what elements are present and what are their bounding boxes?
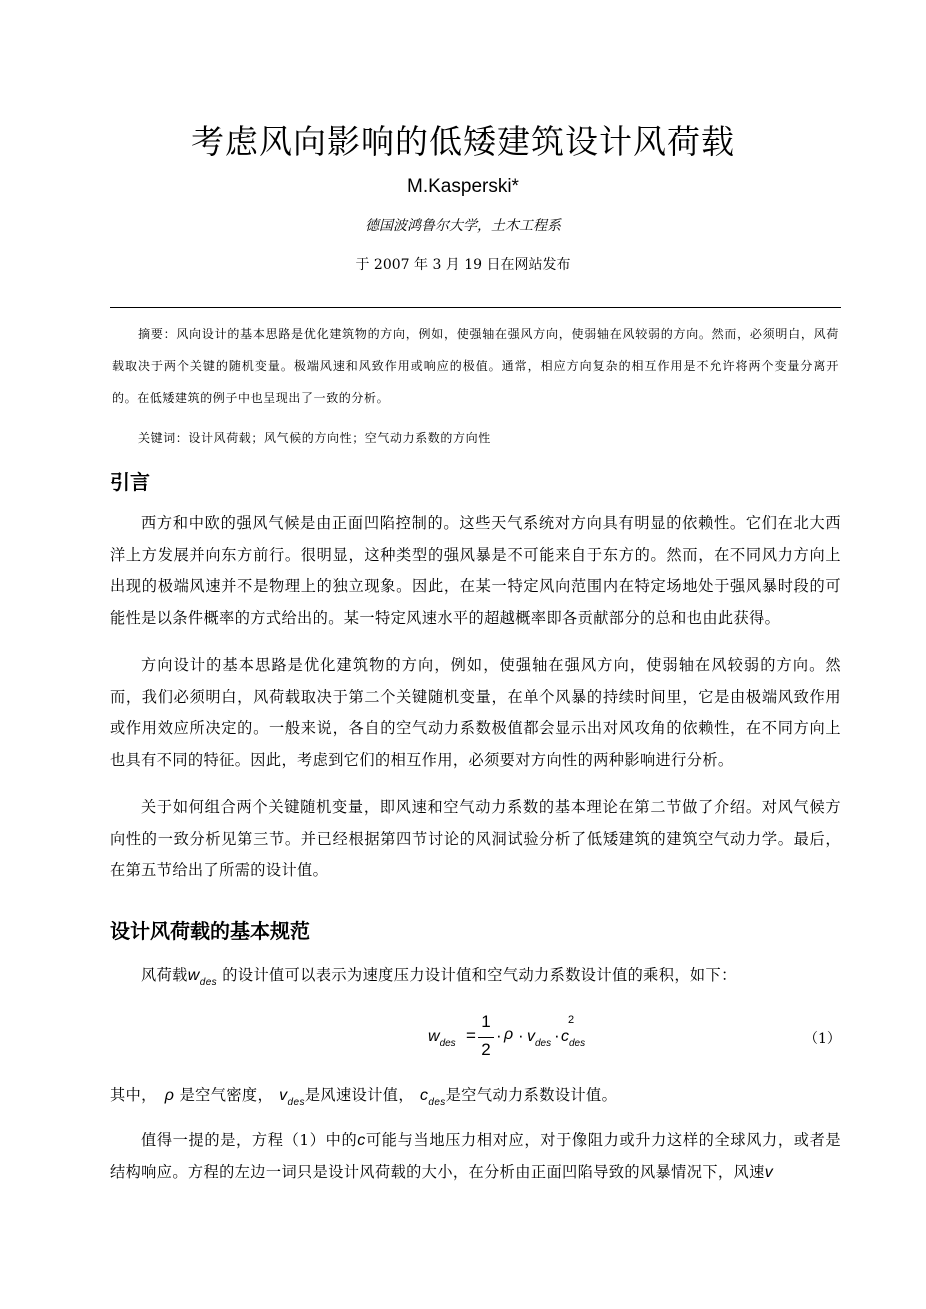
eq-fraction-bar: [478, 1037, 494, 1038]
eq-v-symbol: v: [527, 1028, 535, 1045]
spec-paragraph-2: [110, 1125, 841, 1188]
eq-c-subscript: des: [569, 1038, 586, 1049]
author-name: M.Kasperski*: [407, 176, 519, 197]
where-v-subscript: des: [287, 1097, 305, 1108]
author-affiliation: 德国波鸿鲁尔大学，土木工程系: [365, 218, 561, 234]
symbol-w: w: [187, 967, 200, 984]
keywords: [138, 426, 491, 450]
eq-v-term: [527, 1026, 551, 1049]
last-v-symbol: v: [764, 1163, 774, 1181]
intro-paragraph-3: 关于如何组合两个关键随机变量，即风速和空气动力系数的基本理论在第二节做了介绍。对风气候方向性的一致分析见第三节。并已经根据第四节讨论的风洞试验分析了低矮建筑的建筑空气动力学。最后，在第五节给出了所需的设计值。: [110, 798, 841, 879]
eq-dot-1: ·: [496, 1026, 502, 1045]
equation-number: （1）: [804, 1031, 841, 1047]
keywords-label: 关键词：: [138, 431, 189, 445]
spec-text-a: 风荷载: [141, 966, 188, 984]
where-v: v: [279, 1087, 288, 1104]
abstract-text: 风向设计的基本思路是优化建筑物的方向，例如，使强轴在强风方向，使弱轴在风较弱的方向。然而，必须明白，风荷载取决于两个关键的随机变量。极端风速和风致作用或响应的极值。通常，相应方向复杂的相互作用是不允许将两个变量分离开的。在低矮建筑的例子中也呈现出了一致的分析。: [112, 327, 839, 405]
abstract-label: 摘要：: [138, 327, 177, 341]
eq-lhs: [428, 1026, 456, 1049]
eq-dot-3: ·: [554, 1026, 560, 1045]
eq-c-symbol: c: [561, 1028, 569, 1045]
where-text-c: 是风速设计值，: [304, 1086, 414, 1104]
eq-dot-2: ·: [518, 1026, 524, 1045]
eq-v-subscript: des: [535, 1038, 552, 1049]
spec-text-b: 的设计值可以表示为速度压力设计值和空气动力系数设计值的乘积，如下：: [217, 966, 737, 984]
eq-lhs-subscript: des: [439, 1038, 456, 1049]
eq-rho: ρ: [504, 1026, 514, 1043]
publication-date: 于 2007 年 3 月 19 日在网站发布: [355, 257, 571, 273]
where-c: c: [419, 1087, 429, 1104]
intro-paragraph-2: 方向设计的基本思路是优化建筑物的方向，例如，使强轴在强风方向，使弱轴在风较弱的方向。然而，我们必须明白，风荷载取决于第二个关键随机变量，在单个风暴的持续时间里，它是由极端风致作用或作用效应所决定的。一般来说，各自的空气动力系数极值都会显示出对风攻角的依赖性，在不同方向上也具有不同的特征。因此，考虑到它们的相互作用，必须要对方向性的两种影响进行分析。: [110, 656, 841, 769]
header-divider: [110, 307, 841, 308]
where-c-subscript: des: [428, 1097, 446, 1108]
spec-paragraph-1: [110, 960, 841, 999]
last-text-a: 值得一提的是，方程（1）中的: [141, 1131, 358, 1149]
section-heading-spec: 设计风荷载的基本规范: [110, 919, 310, 943]
keywords-text: 设计风荷载；风气候的方向性；空气动力系数的方向性: [188, 431, 491, 445]
eq-numerator: 1: [481, 1012, 491, 1031]
where-rho: ρ: [164, 1087, 175, 1104]
intro-paragraph-1: 西方和中欧的强风气候是由正面凹陷控制的。这些天气系统对方向具有明显的依赖性。它们在北大西洋上方发展并向东方前行。很明显，这种类型的强风暴是不可能来自于东方的。然而，在不同风力方向上出现的极端风速并不是物理上的独立现象。因此，在某一特定风向范围内在特定场地处于强风暴时段的可能性是以条件概率的方式给出的。某一特定风速水平的超越概率即各贡献部分的总和也由此获得。: [110, 514, 841, 627]
symbol-w-subscript: des: [199, 977, 218, 988]
where-text-b: 是空气密度，: [174, 1086, 274, 1104]
abstract: [112, 318, 839, 414]
where-text-a: 其中，: [110, 1086, 157, 1104]
symbol-definitions: [110, 1080, 841, 1119]
eq-c-term: [561, 1026, 585, 1049]
section-heading-intro: 引言: [110, 470, 150, 494]
last-c-symbol: c: [357, 1132, 366, 1149]
where-text-end: 是空气动力系数设计值。: [445, 1086, 618, 1104]
eq-v-superscript: 2: [568, 1014, 575, 1026]
last-text-b: 可能与当地压力相对应，对于像阻力或升力这样的全球风力，或者是结构响应。方程的左边一词只是设计风荷载的大小，在分析由正面凹陷导致的风暴情况下，风速: [110, 1131, 842, 1181]
paper-title: 考虑风向影响的低矮建筑设计风荷载: [191, 122, 735, 161]
eq-equals: =: [466, 1026, 476, 1045]
eq-lhs-symbol: w: [428, 1028, 440, 1045]
eq-denominator: 2: [481, 1040, 491, 1059]
